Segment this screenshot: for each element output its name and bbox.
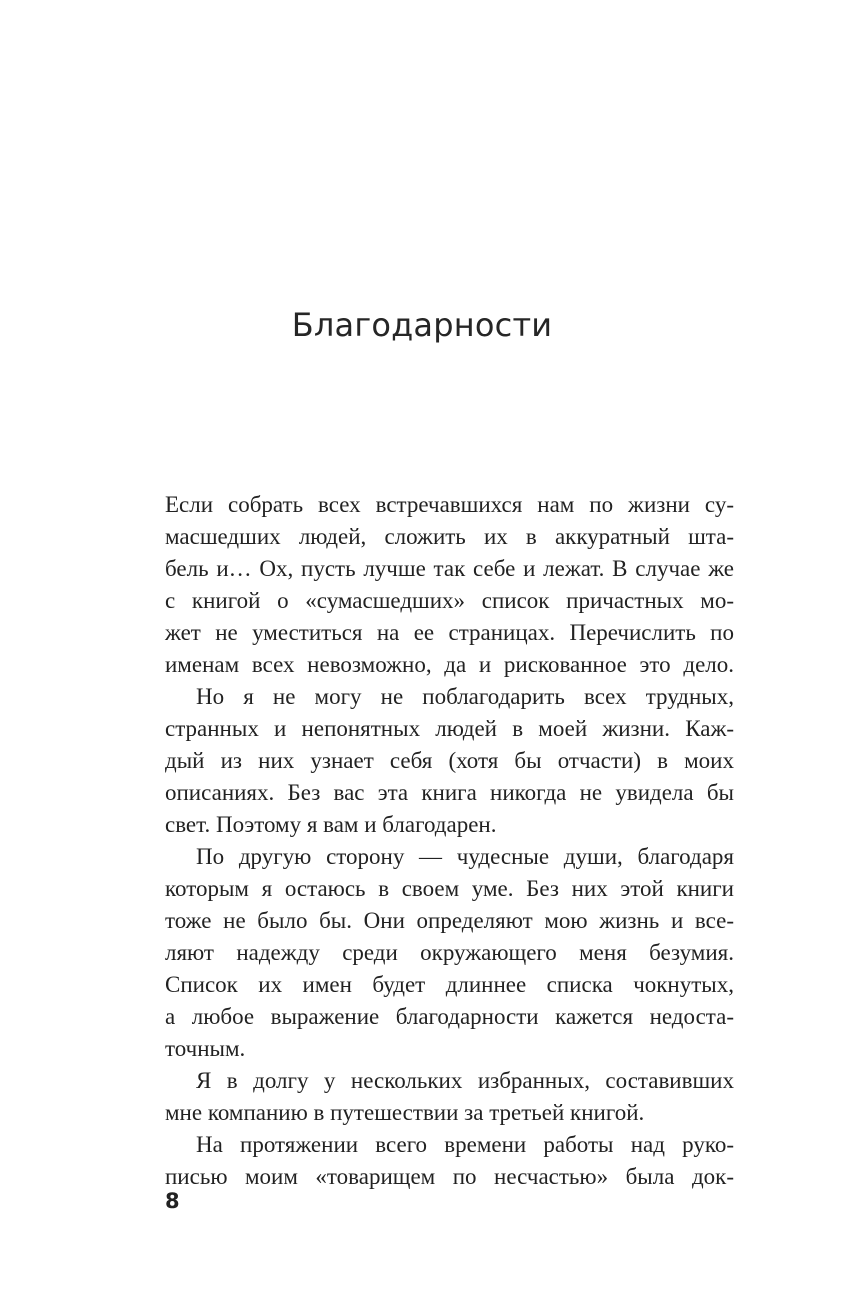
text-line: именам всех невозможно, да и рискованное это дело. [165, 652, 734, 677]
text-line: Если собрать всех встречавшихся нам по жизни су- [165, 492, 734, 517]
text-line: масшедших людей, сложить их в аккуратный шта- [165, 524, 734, 549]
text-line: Список их имен будет длиннее списка чокнутых, [165, 972, 734, 997]
paragraph-4 [165, 1065, 734, 1129]
paragraph-3 [165, 841, 734, 1065]
page-number: 8 [165, 1189, 180, 1213]
text-line: На протяжении всего времени работы над руко- [196, 1132, 734, 1157]
paragraph-2 [165, 681, 734, 841]
text-line: точным. [165, 1036, 246, 1061]
paragraph-1 [165, 489, 734, 681]
text-line: тоже не было бы. Они определяют мою жизнь и все- [165, 908, 734, 933]
text-line: Я в долгу у нескольких избранных, составивших [196, 1068, 734, 1093]
text-line: ляют надежду среди окружающего меня безумия. [165, 940, 734, 965]
text-line: странных и непонятных людей в моей жизни. Каж- [165, 716, 734, 741]
text-line: с книгой о «сумасшедших» список причастных мо- [165, 588, 734, 613]
text-line: которым я остаюсь в своем уме. Без них этой книги [165, 876, 734, 901]
paragraph-5 [165, 1129, 734, 1193]
text-line: Но я не могу не поблагодарить всех трудных, [196, 684, 734, 709]
text-line: свет. Поэтому я вам и благодарен. [165, 812, 497, 837]
text-line: а любое выражение благодарности кажется недоста- [165, 1004, 734, 1029]
text-line: жет не уместиться на ее страницах. Перечислить по [165, 620, 734, 645]
text-line: По другую сторону — чудесные души, благодаря [196, 844, 734, 869]
text-line: писью моим «товарищем по несчастью» была док- [165, 1164, 734, 1189]
text-line: дый из них узнает себя (хотя бы отчасти) в моих [165, 748, 734, 773]
body-text [165, 489, 734, 1193]
text-line: бель и… Ох, пусть лучше так себе и лежат. В случае же [165, 556, 734, 581]
text-line: мне компанию в путешествии за третьей книгой. [165, 1100, 645, 1125]
page-title: Благодарности [291, 306, 553, 344]
text-line: описаниях. Без вас эта книга никогда не увидела бы [165, 780, 734, 805]
